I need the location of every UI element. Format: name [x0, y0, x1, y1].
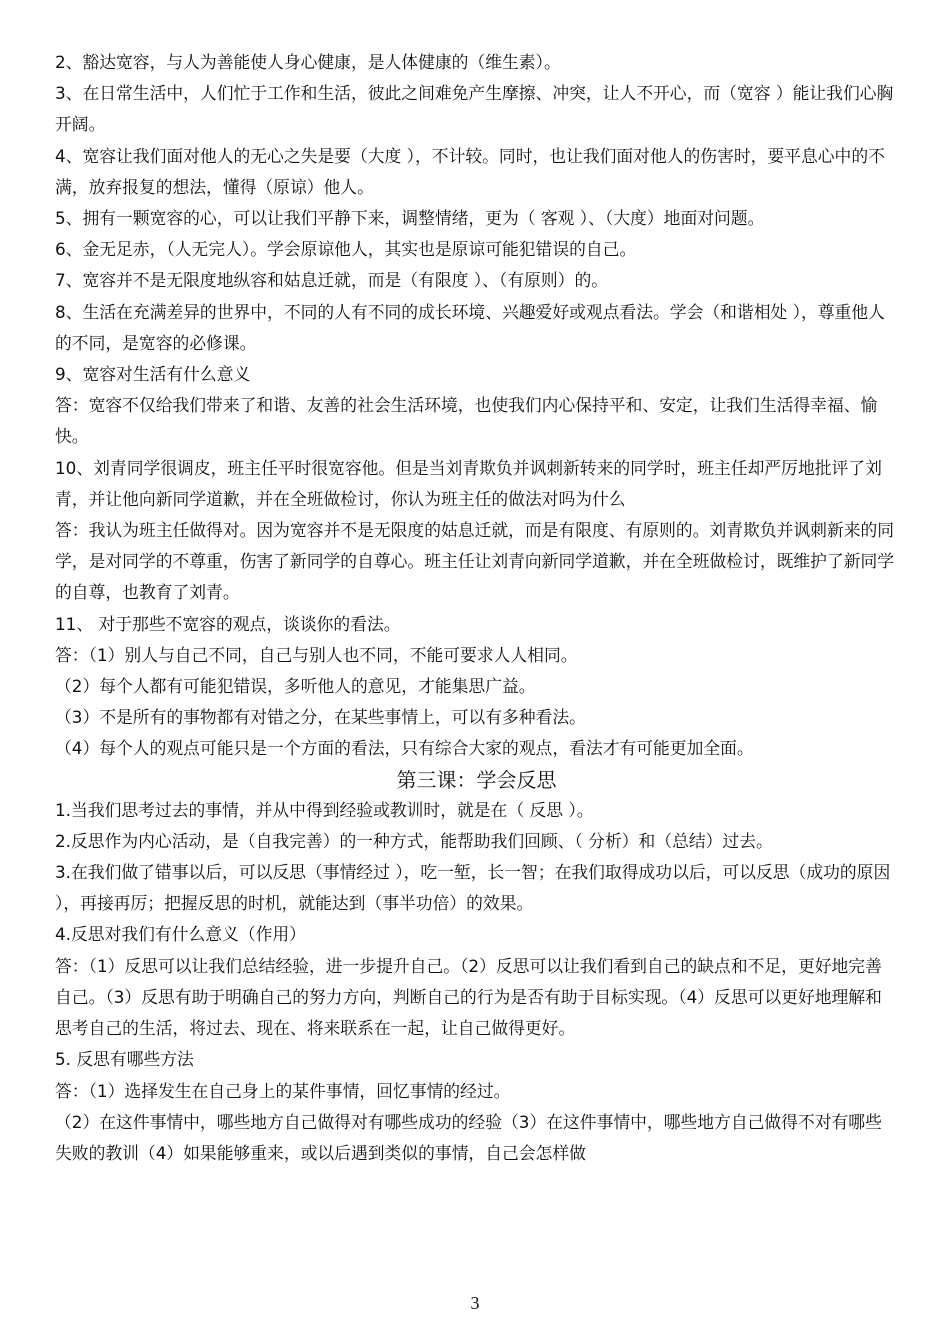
paragraph-q10: 10、刘青同学很调皮，班主任平时很宽容他。但是当刘青欺负并讽刺新转来的同学时，班主任却严厉地批评了刘青，并让他向新同学道歉，并在全班做检讨，你认为班主任的做法对吗为什么 — [55, 457, 882, 509]
paragraph-q9: 9、宽容对生活有什么意义 — [55, 364, 251, 385]
paragraph-q6: 6、金无足赤，（人无完人）。学会原谅他人，其实也是原谅可能犯错误的自己。 — [55, 239, 637, 260]
paragraph-l3-q5-answer-2: （2）在这件事情中，哪些地方自己做得对有哪些成功的经验（3）在这件事情中，哪些地方自己做得不对有哪些失败的教训（4）如果能够重来，或以后遇到类似的事情，自己会怎样做 — [55, 1111, 882, 1163]
paragraph-q11-answer-1: 答：（1）别人与自己不同，自己与别人也不同，不能可要求人人相同。 — [55, 644, 578, 665]
paragraph-q10-answer: 答：我认为班主任做得对。因为宽容并不是无限度的姑息迁就，而是有限度、有原则的。刘青欺负并讽刺新来的同学，是对同学的不尊重，伤害了新同学的自尊心。班主任让刘青向新同学道歉，并在全班做检讨，既维护了新同学的自尊，也教育了刘青。 — [55, 520, 895, 603]
paragraph-q3: 3、在日常生活中，人们忙于工作和生活，彼此之间难免产生摩擦、冲突，让人不开心，而（宽容 ）能让我们心胸开阔。 — [55, 83, 894, 135]
paragraph-q7: 7、宽容并不是无限度地纵容和姑息迁就，而是（有限度 ）、（有原则）的。 — [55, 270, 609, 291]
section-title: 第三课：学会反思 — [396, 767, 557, 792]
paragraph-q8: 8、生活在充满差异的世界中，不同的人有不同的成长环境、兴趣爱好或观点看法。学会（和谐相处 ），尊重他人的不同，是宽容的必修课。 — [55, 301, 885, 353]
paragraph-l3-q5: 5. 反思有哪些方法 — [55, 1049, 194, 1070]
paragraph-q4: 4、宽容让我们面对他人的无心之失是要（大度 ），不计较。同时，也让我们面对他人的伤害时，要平息心中的不满，放弃报复的想法，懂得（原谅）他人。 — [55, 145, 885, 197]
page-number: 3 — [470, 1293, 480, 1313]
paragraph-q11-answer-3: （3）不是所有的事物都有对错之分，在某些事情上，可以有多种看法。 — [55, 707, 586, 728]
paragraph-l3-q1: 1.当我们思考过去的事情，并从中得到经验或教训时，就是在（ 反思 ）。 — [55, 799, 594, 820]
paragraph-l3-q4-answer: 答：（1）反思可以让我们总结经验，进一步提升自己。（2）反思可以让我们看到自己的缺点和不足，更好地完善自己。（3）反思有助于明确自己的努力方向，判断自己的行为是否有助于目标实现。（4）反思可以更好地理解和思考自己的生活，将过去、现在、将来联系在一起，让自己做得更好。 — [55, 955, 882, 1039]
paragraph-q5: 5、拥有一颗宽容的心，可以让我们平静下来，调整情绪，更为（ 客观 ）、（大度）地面对问题。 — [55, 208, 765, 229]
paragraph-q2: 2、豁达宽容，与人为善能使人身心健康，是人体健康的（维生素）。 — [55, 52, 561, 72]
paragraph-q9-answer: 答：宽容不仅给我们带来了和谐、友善的社会生活环境，也使我们内心保持平和、安定，让我们生活得幸福、愉快。 — [55, 395, 878, 447]
document-body — [55, 47, 898, 1169]
paragraph-l3-q4: 4.反思对我们有什么意义（作用） — [55, 924, 306, 945]
paragraph-l3-q5-answer-1: 答：（1）选择发生在自己身上的某件事情，回忆事情的经过。 — [55, 1080, 511, 1101]
paragraph-q11-answer-4: （4）每个人的观点可能只是一个方面的看法，只有综合大家的观点，看法才有可能更加全面。 — [55, 738, 754, 759]
paragraph-q11: 11、 对于那些不宽容的观点，谈谈你的看法。 — [55, 613, 401, 634]
paragraph-l3-q3: 3.在我们做了错事以后，可以反思（事情经过 ），吃一堑，长一智；在我们取得成功以后，可以反思（成功的原因 ），再接再厉；把握反思的时机，就能达到（事半功倍）的效果。 — [55, 862, 891, 914]
paragraph-q11-answer-2: （2）每个人都有可能犯错误，多听他人的意见，才能集思广益。 — [55, 676, 536, 697]
paragraph-l3-q2: 2.反思作为内心活动，是（自我完善）的一种方式，能帮助我们回顾、（ 分析）和（总结）过去。 — [55, 830, 773, 851]
